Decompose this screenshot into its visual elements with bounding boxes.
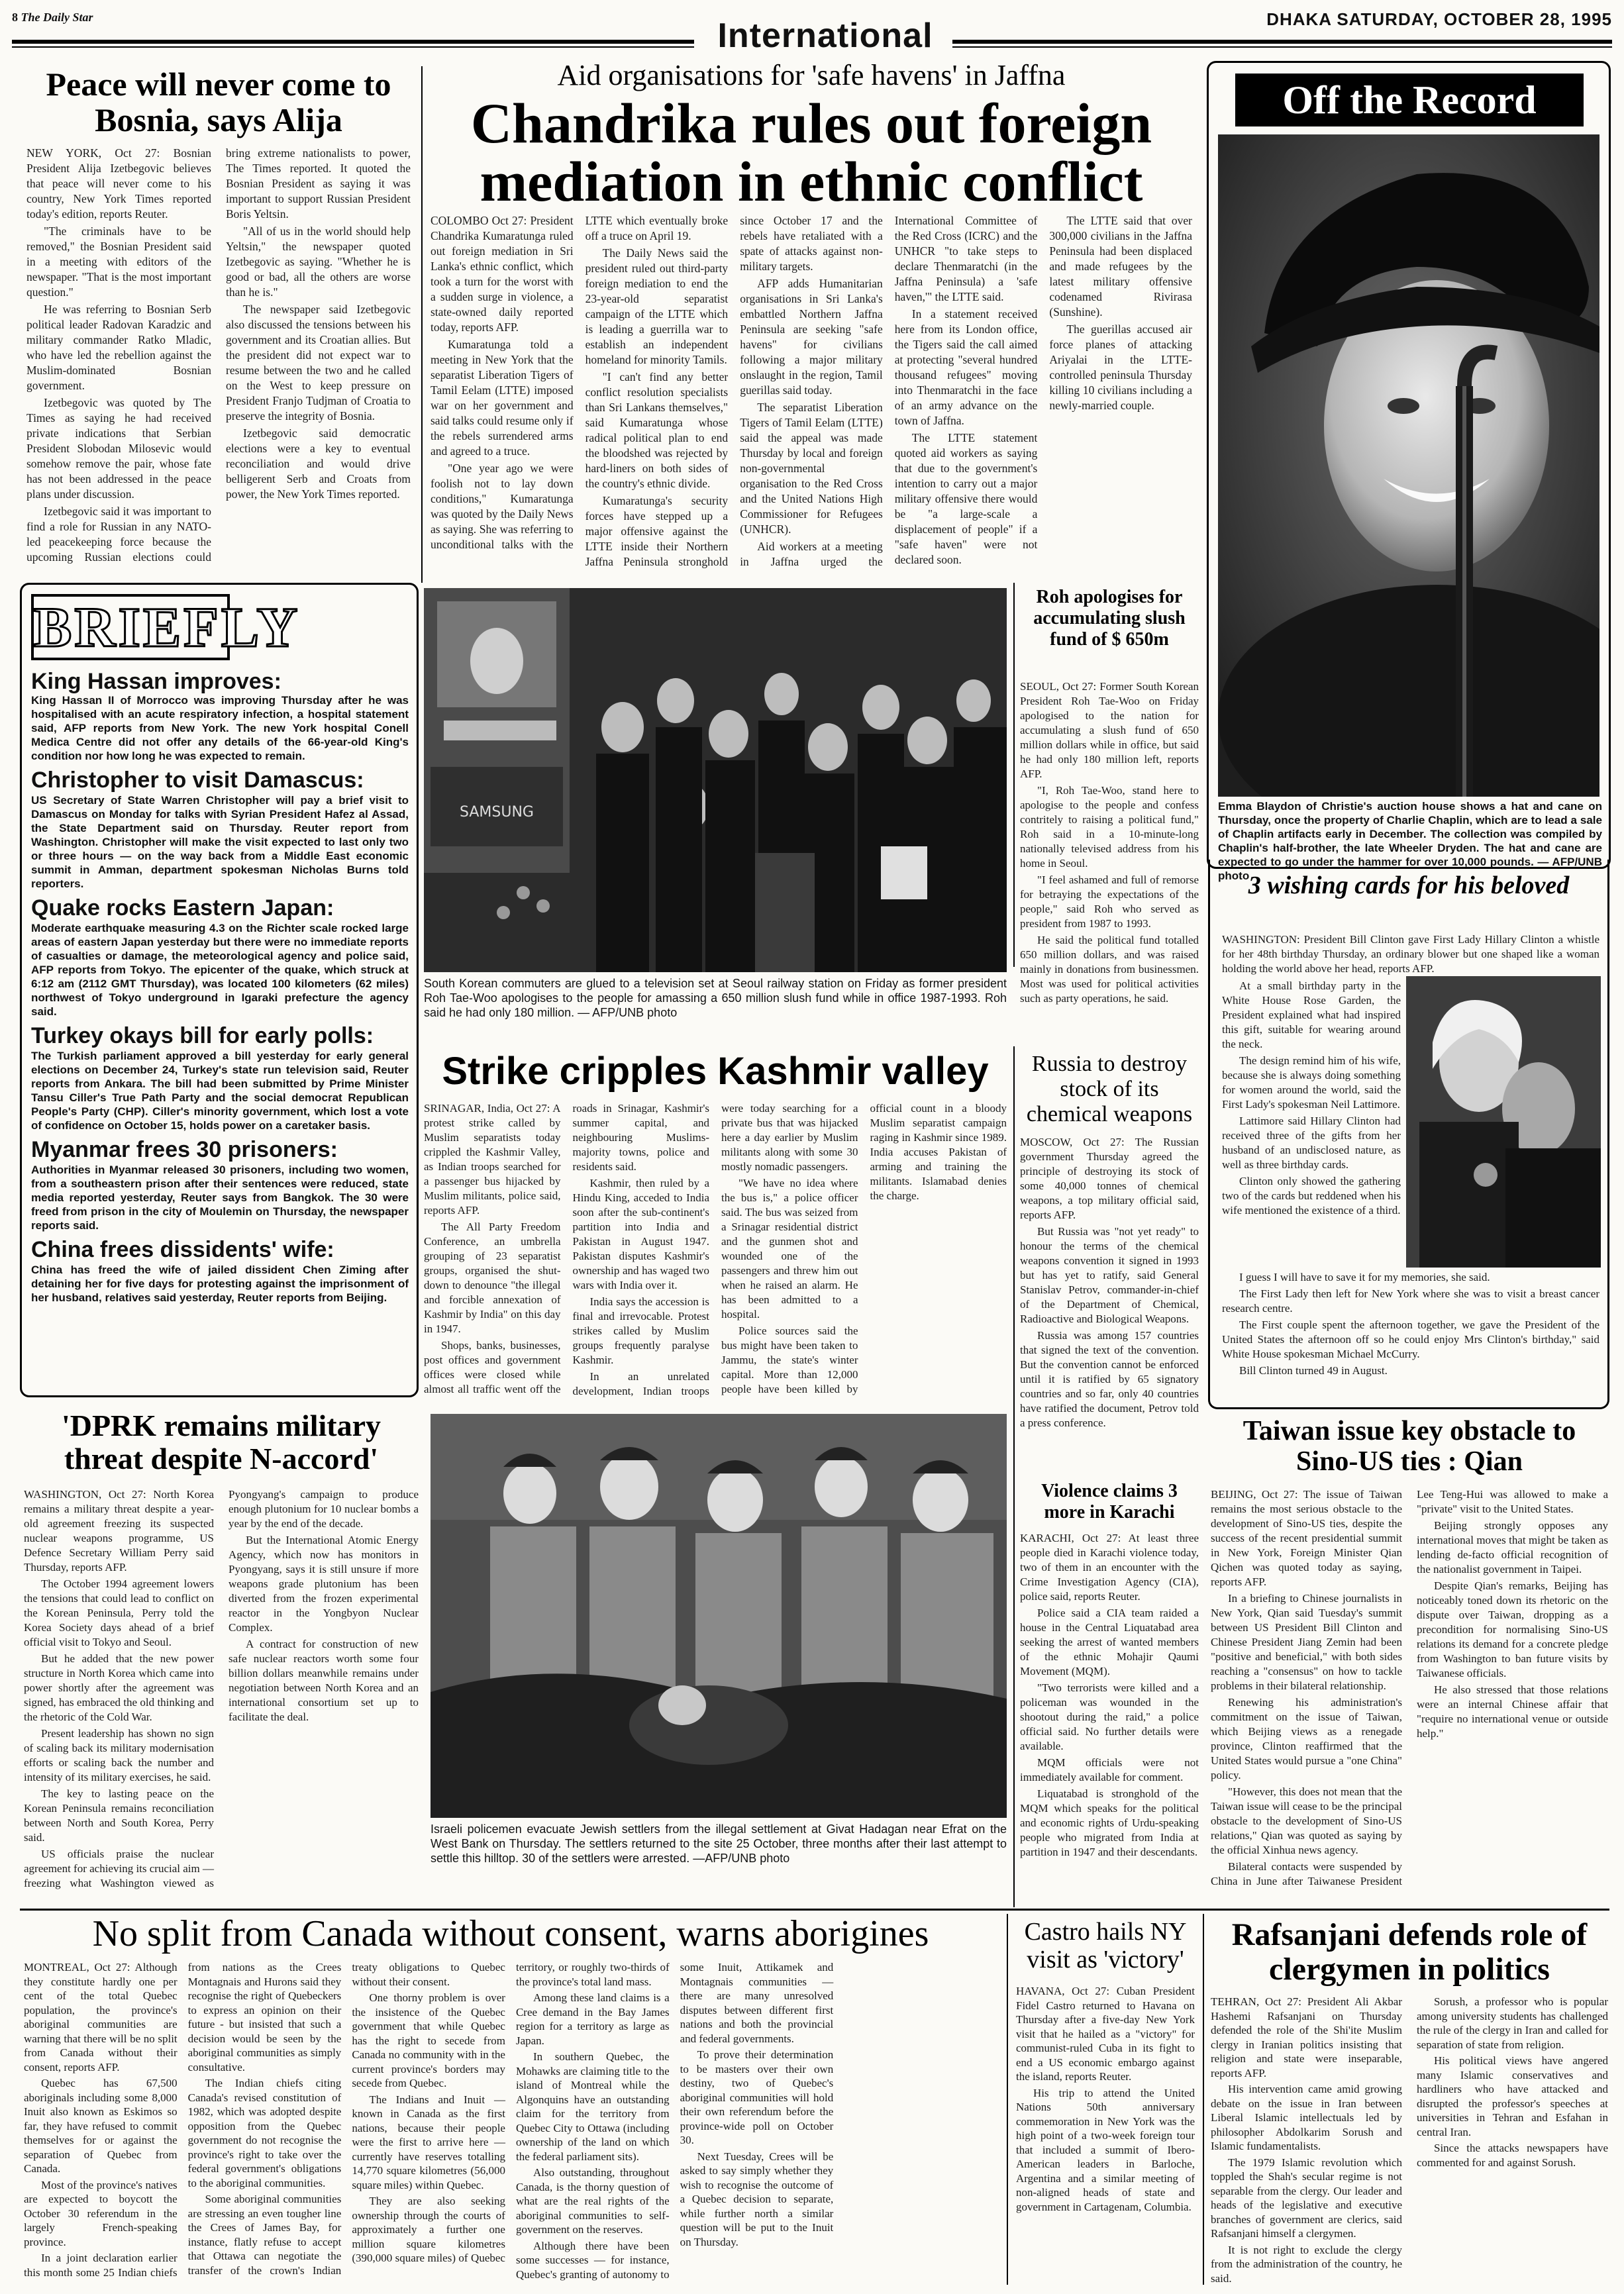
paragraph: Izetbegovic said it was important to find a role for Russian in any NATO-led peacekeeping force because the upcoming Russian elections could bring extreme nationalists to power, The Times reported. It quoted the Bosnian President as saying it was important to support Russian President Boris Yeltsin. <box>26 146 411 564</box>
paragraph: In southern Quebec, the Mohawks are claiming title to the island of Montreal while the Algonquins have an outstanding claim for the territory from Quebec City to Ottawa (including ownership of the land on which the federal parliament sits). <box>515 2050 670 2163</box>
story-body <box>1016 1984 1195 2285</box>
story-body <box>24 1487 419 1901</box>
seoul-station-photo <box>424 588 1007 972</box>
paragraph: "I can't find any better conflict resolution specialists than Sri Lankans themselves," said Kumaratunga whose radical political plan to end the bloodshed was rejected by hard-liners on both sides of the country's ethnic divide. <box>585 370 729 490</box>
briefly-items <box>31 670 409 1305</box>
masthead-rule-left-thin <box>12 46 694 48</box>
story-rafsanjani <box>1211 1918 1608 2289</box>
brief-text: US Secretary of State Warren Christopher will pay a brief visit to Damascus on Monday for talks with Syrian President Hafez al Assad, the State Department said on Thursday. Reuter report from Washington. Christopher will make the visit expected to last only two or three hours — on the way back from a Middle East economic summit in Amman, department spokesman Nicholas Burns told reporters. <box>31 794 409 890</box>
paragraph: SRINAGAR, India, Oct 27: A protest strike called by Muslim separatists today crippled the Kashmir Valley, as Indian troops searched for a passenger bus hijacked by Muslim militants, police said, reports AFP. <box>424 1102 561 1217</box>
paragraph: Beijing strongly opposes any international moves that might be taken as lending de-facto official recognition of the nationalist government in Taipei. <box>1417 1519 1608 1575</box>
paragraph: The Indians and Inuit — known in Canada as the first nations, because their people were the first to arrive here — currently have reserves totalling 14,770 square kilometres (56,000 square miles) within Quebec. <box>352 2093 505 2191</box>
story-jaffna <box>431 60 1192 576</box>
paragraph: They are also seeking ownership through the courts of approximately a further one million square kilometres (390,000 square miles) of Quebec territory, or roughly two-thirds of the province's total land mass. <box>352 1961 670 2264</box>
paragraph: But he added that the new power structure in North Korea which came into power shortly after the agreement was signed, has embraced the old thinking and the rhetoric of the Cold War. <box>24 1652 214 1723</box>
story-kashmir <box>424 1050 1007 1407</box>
brief-item <box>31 670 409 763</box>
headline: Strike cripples Kashmir valley <box>442 1050 989 1093</box>
briefly-title <box>31 594 301 660</box>
paragraph: Renewing his administration's commitment on the issue of Taiwan, which Beijing views as a renegade province, Clinton reaffirmed that the United States would pursue a "one China" policy. <box>1211 1696 1402 1781</box>
paragraph: Bilateral contacts were suspended by China in June after Taiwanese President Lee Teng-Hui was allowed to make a "private" visit to the United States. <box>1211 1488 1608 1887</box>
settlers-evacuation-photo <box>431 1414 1007 1818</box>
paragraph: Izetbegovic was quoted by The Times as saying he had received private indications that Serbian President Slobodan Milosevic would somehow remove the pair, whose fate has not been addressed in the peace plans under discussion. <box>26 396 211 501</box>
brief-text: China has freed the wife of jailed dissident Chen Ziming after detaining her for five days for protesting against the imprisonment of her husband, relatives said yesterday, Reuter reports from Beijing. <box>31 1264 409 1304</box>
story-taiwan <box>1211 1416 1608 1906</box>
section-title: International <box>717 17 933 55</box>
commuters-watching-tv-image <box>424 588 1007 972</box>
paragraph: The October 1994 agreement lowers the tensions that could lead to conflict on the Korean Peninsula, Perry told the Korea Society days ahead of a brief official visit to Tokyo and Seoul. <box>24 1577 214 1648</box>
headline: 3 wishing cards for his beloved <box>1248 872 1570 899</box>
story-roh <box>1020 587 1199 1005</box>
paragraph: Police sources said the bus might have been taken to Jammu, the state's winter capital. More than 12,000 people have been killed by official count in a bloody Muslim separatist campaign raging in Kashmir since 1989. India accuses Pakistan of arming and training the militants. Islamabad denies the charge. <box>721 1102 1007 1395</box>
paragraph: Izetbegovic said democratic elections were a key to eventual reconciliation and would drive belligerent Serb and Croats from power, the New York Times reported. <box>226 426 411 501</box>
israel-photo-block <box>431 1414 1007 1901</box>
paragraph: His trip to attend the United Nations 50th anniversary commemoration in New York was the high point of a two-week foreign tour that included a summit of Ibero-American leaders in Barloche, Argentina and a similar meeting of non-aligned heads of state and government in Cartagenam, Columbia. <box>1016 2086 1195 2213</box>
paragraph: WASHINGTON, Oct 27: North Korea remains a military threat despite a year-old agreement freezing its suspected nuclear weapons programme, US Defence Secretary William Perry said Thursday, reports AFP. <box>24 1488 214 1573</box>
brief-headline: China frees dissidents' wife: <box>31 1237 334 1262</box>
paragraph: Despite Qian's remarks, Beijing has noticeably toned down its rhetoric on the dispute over Taiwan, dropping as a precondition for normalising Sino-US relations its demand for a concrete pledge from Washington to ban future visits by Taiwanese officials. <box>1417 1579 1608 1679</box>
brief-headline: Myanmar frees 30 prisoners: <box>31 1137 338 1162</box>
paragraph: He said the political fund totalled 650 million dollars, and was raised mainly in donations from businessmen. Most was used for political activities such as party operations, he said. <box>1020 934 1199 1005</box>
headline: Violence claims 3 more in Karachi <box>1041 1481 1178 1522</box>
paragraph: The guerillas accused air force planes of attacking Ariyalai in the LTTE-controlled peninsula Thursday killing 10 civilians including a newly-married couple. <box>1049 323 1192 412</box>
paragraph: The 1979 Islamic revolution which toppled the Shah's secular regime is not separable from the clergy. Our leader and heads of the legislative and executive branches of government are clerics, said Rafsanjani himself a clergymen. <box>1211 2156 1402 2240</box>
paragraph: Also outstanding, throughout Canada, is the thorny question of what are the real rights of the aboriginal communities to self-government on the reserves. <box>515 2166 670 2236</box>
brief-headline: King Hassan improves: <box>31 669 281 694</box>
story-canada <box>24 1914 997 2285</box>
brief-item <box>31 1024 409 1132</box>
paragraph: The Indian chiefs citing Canada's revised constitution of 1982, which was adopted despite opposition from the Quebec government do not recognise the province's right to take over the federal government's obligations to the aboriginal communities. <box>187 2077 342 2189</box>
brief-text: The Turkish parliament approved a bill yesterday for early general elections on December 24, Turkey's state run television said, Reuter reports from Ankara. The bill had been submitted by Prime Minister Tansu Ciller's True Path Party and the social democrat Republican People's Party (CHP). Ciller's minority government, which lost a vote of confidence on October 15, holds power on a caretaker basis. <box>31 1050 409 1132</box>
column-rule <box>1013 583 1015 967</box>
brief-text: Authorities in Myanmar released 30 prisoners, including two women, from a southeastern prison after their sentences were reduced, state media reported yesterday, Reuter says from Bangkok. The 30 were freed from prison in the city of Moulemin on Thursday, the newspaper reports said. <box>31 1164 409 1232</box>
story-body <box>424 1101 1007 1399</box>
briefly-box <box>20 583 419 1397</box>
briefly-title-text: BRIEFLY <box>34 595 301 659</box>
paragraph: Quebec has 67,500 aboriginals including some 8,000 Inuit also known as Eskimos so far, they have refused to commit themselves for or against the separation of Quebec from Canada. <box>24 2077 178 2175</box>
headline: Russia to destroy stock of its chemical weapons <box>1026 1052 1193 1126</box>
paragraph: Bill Clinton turned 49 in August. <box>1239 1364 1388 1377</box>
story-lead <box>1222 932 1599 978</box>
paragraph: The separatist Liberation Tigers of Tamil Eelam (LTTE) said the appeal was made Thursday by local and foreign non-governmental organisation to the Red Cross and the United Nations High Commissioner for Refugees (UNHCR). <box>740 401 883 536</box>
paragraph: To prove their determination to be masters over their own destiny, two of Quebec's aboriginal communities will hold their own referendum before the province-wide poll on October 30. <box>680 2048 834 2146</box>
paragraph: MQM officials were not immediately available for comment. <box>1020 1756 1199 1783</box>
paragraph: Lattimore said Hillary Clinton had received three of the gifts from her husband of an undisclosed nature, as well as three birthday cards. <box>1222 1115 1401 1171</box>
paragraph: He was referring to Bosnian Serb political leader Radovan Karadzic and military commander Ratko Mladic, who have led the rebellion against the Muslim-dominated Bosnian government. <box>26 303 211 392</box>
paragraph: But Russia was "not yet ready" to honour the terms of the chemical weapons convention it signed in 1993 but has yet to ratify, said General Stanislav Petrov, commander-in-chief of the Department of Chemical, Radioactive and Biological Weapons. <box>1020 1225 1199 1325</box>
paragraph: The LTTE said that over 300,000 civilians in the Jaffna Peninsula had been displaced and made refugees by the latest military offensive codenamed Rivirasa (Sunshine). <box>1049 214 1192 319</box>
story-castro <box>1016 1918 1195 2289</box>
paragraph: Kashmir, then ruled by a Hindu King, acceded to India soon after the sub-continent's partition into India and Pakistan in August 1947. Pakistan disputes Kashmir's ownership and has waged two wars with India over it. <box>572 1177 709 1291</box>
column-rule <box>1203 1914 1204 2285</box>
paragraph: Kumaratunga's security forces have stepped up a major offensive against the LTTE inside their Northern Jaffna Peninsula stronghold since October 17 and the rebels have retaliated with a spate of attacks against non-military targets. <box>585 214 883 568</box>
paragraph: Although there have been some successes — for instance, Quebec's granting of autonomy to some Inuit, Attikamek and Montagnais communities — there are many unresolved disputes between different first nations and both the provincial and federal governments. <box>515 1961 834 2281</box>
masthead-rule-left <box>12 40 694 44</box>
clinton-photo <box>1406 976 1601 1268</box>
paragraph: India says the accession is final and irrevocable. Protest strikes called by Muslim groups frequently paralyse Kashmir. <box>572 1295 709 1366</box>
paragraph: The Daily News said the president ruled out third-party foreign mediation to end the 23-year-old separatist campaign of the LTTE which is leading a guerrilla war to establish an independent homeland for minority Tamils. <box>585 246 729 366</box>
story-body <box>24 1960 997 2285</box>
headline: 'DPRK remains military threat despite N-accord' <box>61 1409 381 1475</box>
bottom-section-rule <box>20 1909 1609 1911</box>
story-body <box>1020 1135 1199 1466</box>
paragraph: BEIJING, Oct 27: The issue of Taiwan remains the most serious obstacle to the development of Sino-US ties, despite the success of the recent presidential summit in New York, Foreign Minister Qian Qichen was quoted today as saying, reports AFP. <box>1211 1488 1402 1588</box>
woman-with-hat-image <box>1218 134 1599 797</box>
paragraph: MONTREAL, Oct 27: Although they constitute hardly one per cent of the total Quebec population, the province's aboriginal communities are warning that there will be no split from Canada without their consent, reports AFP. <box>24 1961 178 2073</box>
brief-text: Moderate earthquake measuring 4.3 on the Richter scale rocked large areas of eastern Japan yesterday but there were no immediate reports of casualties or damage, the meteorological agency and police said, AFP reports from Tokyo. The epicenter of the quake, which struck at 6:12 am (2112 GMT Thursday), was located 100 kilometers (62 miles) northwest of Tokyo underground in Igaraki prefecture the agency said. <box>31 922 409 1018</box>
paragraph: The First Lady then left for New York where she was to visit a breast cancer research centre. <box>1222 1287 1599 1315</box>
photo-caption: Israeli policemen evacuate Jewish settlers from the illegal settlement at Givat Hadagan near Efrat on the West Bank on Thursday. The settlers returned to the site 25 October, three months after their last attempt to settle this hilltop. 30 of the settlers were arrested. —AFP/UNB photo <box>431 1822 1007 1865</box>
paragraph: Some aboriginal communities are stressing an even tougher line the Crees of James Bay, for instance, flatly refuse to accept that Ottawa can negotiate the transfer of the crown's Indian treaty obligations to Quebec without their consent. <box>187 1961 505 2277</box>
masthead-rule-right-thin <box>952 46 1612 48</box>
paragraph: Next Tuesday, Crees will be asked to say simply whether they wish to recognise the outcome of a Quebec decision to separate, while further north a similar question will be put to the Inuit on Thursday. <box>680 2150 834 2248</box>
paragraph: NEW YORK, Oct 27: Bosnian President Alija Izetbegovic believes that peace will never come to his country, New York Times reported today's edition, reports Reuter. <box>26 146 211 221</box>
paragraph: "All of us in the world should help Yeltsin," the newspaper quoted Izetbegovic as saying. "Whether he is good or bad, all the others are worse than he is." <box>226 224 411 299</box>
paragraph: The First couple spent the afternoon together, we gave the President of the United States the afternoon off so he could enjoy Mrs Clinton's birthday," said White House spokesman Michael McCurry. <box>1222 1319 1599 1360</box>
paragraph: Liquatabad is stronghold of the MQM which speaks for the political and economic rights of Urdu-speaking people who migrated from India at partition in 1947 and their descendants. <box>1020 1787 1199 1858</box>
paragraph: "Two terrorists were killed and a policeman was wounded in the shootout during the raid," a police official said. No further details were available. <box>1020 1681 1199 1752</box>
svg-text:SAMSUNG: SAMSUNG <box>460 804 534 821</box>
headline: Rafsanjani defends role of clergymen in politics <box>1231 1917 1588 1987</box>
story-body-wide <box>1222 1270 1599 1380</box>
headline: Chandrika rules out foreign mediation in ethnic conflict <box>470 91 1152 213</box>
paragraph: Among these land claims is a Cree demand in the Bay James region for a territory as large as Japan. <box>515 1991 670 2047</box>
headline: Peace will never come to Bosnia, says Alija <box>46 66 391 138</box>
paragraph: Police said a CIA team raided a house in the Central Liquatabad area seeking the arrest of wanted members of the ethnic Mohajir Qaumi Movement (MQM). <box>1020 1607 1199 1677</box>
wishing-cards-box <box>1208 860 1609 1409</box>
paragraph: At a small birthday party in the White House Rose Garden, the President explained what had inspired this gift, suitable for wearing around the neck. <box>1222 979 1401 1050</box>
paragraph: His intervention came amid growing debate on the issue in Iran between Liberal Islamic intellectuals led by philosopher Abdolkarim Sorush and Islamic fundamentalists. <box>1211 2083 1402 2152</box>
paragraph: "I, Roh Tae-Woo, stand here to apologise to the people and confess contritely to raising a political fund," Roh said in a 10-minute-long nationally televised address from his home in Seoul. <box>1020 784 1199 870</box>
paragraph: He also stressed that those relations were an internal Chinese affair that "require no international venue or outside help." <box>1417 1683 1608 1740</box>
story-karachi <box>1020 1481 1199 1905</box>
paragraph: MOSCOW, Oct 27: The Russian government Thursday agreed the principle of destroying its stock of some 40,000 tonnes of chemical weapons, a top military official said, reports AFP. <box>1020 1136 1199 1221</box>
story-body <box>1020 679 1199 1005</box>
paragraph: It is not right to exclude the clergy from the administration of the country, he said. <box>1211 2243 1402 2285</box>
paragraph: Most of the province's natives are expected to boycott the October 30 referendum in the largely French-speaking province. <box>24 2178 178 2248</box>
brief-headline: Christopher to visit Damascus: <box>31 768 364 793</box>
kicker: Aid organisations for 'safe havens' in Jaffna <box>557 59 1066 91</box>
photo-caption: Emma Blaydon of Christie's auction house shows a hat and cane on Thursday, once the property of Charlie Chaplin, which are to lead a sale of Chaplin artifacts early in December. The collection was compiled by Chaplin's half-brother, the late Wheeler Dryden. The hat and cane are expected to go under the hammer for over 10,000 pounds. — AFP/UNB photo <box>1218 800 1602 882</box>
story-dprk <box>24 1409 419 1906</box>
brief-item <box>31 896 409 1019</box>
paragraph: Clinton only showed the gathering two of the cards but reddened when his wife mentioned the existence of a third. <box>1222 1175 1401 1217</box>
paragraph: The key to lasting peace on the Korean Peninsula remains reconciliation between North and South Korea, Perry said. <box>24 1787 214 1844</box>
column-rule <box>421 66 423 583</box>
story-body <box>26 146 411 576</box>
off-the-record-title: Off the Record <box>1235 74 1584 126</box>
brief-text: King Hassan II of Morrocco was improving Thursday after he was hospitalised with an acute respiratory infection, a hospital statement said, AFP reports from New York. The new York hospital Conell Medica Centre did not offer any details of the 66-year-old King's condition nor how long he was expected to remain. <box>31 694 409 762</box>
paragraph: "We have no idea where the bus is," a police officer said. The bus was seized from a Srinagar residential district and the gunmen shot and wounded one of the passengers and threw him out when he raised an alarm. He has been admitted to a hospital. <box>721 1177 858 1321</box>
paragraph: In a briefing to Chinese journalists in New York, Qian said Tuesday's summit between US President Bill Clinton and Chinese President Jiang Zemin had been "positive and beneficial," with both sides reaching a "consensus" on how to tackle problems in their bilateral relationship. <box>1211 1592 1402 1692</box>
paragraph: SEOUL, Oct 27: Former South Korean President Roh Tae-Woo on Friday apologised to the nation for accumulating a slush fund of 650 million dollars while in office, but said he had only 180 million left, reports AFP. <box>1020 680 1199 780</box>
paragraph: US officials praise the nuclear agreement for achieving its crucial aim — freezing what Washington viewed as Pyongyang's campaign to produce enough plutonium for 10 nuclear bombs a year by the end of the decade. <box>24 1488 419 1889</box>
story-russia <box>1020 1052 1199 1475</box>
masthead <box>12 7 1612 53</box>
paragraph: "However, this does not mean that the Taiwan issue will cease to be the principal obstacle to the development of Sino-US relations," Qian was quoted as saying by the official Xinhua news agency. <box>1211 1785 1402 1856</box>
paragraph: Present leadership has shown no sign of scaling back its military modernisation efforts or scaling back the number and intensity of its military exercises, he said. <box>24 1727 214 1783</box>
photo-caption: South Korean commuters are glued to a television set at Seoul railway station on Friday as former president Roh Tae-Woo apologises to the people for amassing a 650 million slush fund while in office 1987-1993. Roh said he had only 180 million. — AFP/UNB photo <box>424 977 1007 1019</box>
paragraph: TEHRAN, Oct 27: President Ali Akbar Hashemi Rafsanjani on Thursday defended the role of the Shi'ite Muslim clergy in Iranian politics insisting that religion and state were inseparable, reports AFP. <box>1211 1995 1402 2079</box>
paragraph: In a joint declaration earlier this month some 25 Indian chiefs from nations as the Crees Montagnais and Hurons said they recognise the right of Quebeckers to express an opinion on their future - but insisted that such a decision would be seen by the aboriginal communities as simply consultative. <box>24 1961 342 2279</box>
story-body <box>1211 1995 1608 2286</box>
brief-headline: Turkey okays bill for early polls: <box>31 1023 374 1048</box>
column-rule <box>1013 1046 1015 1907</box>
paragraph: The LTTE statement quoted aid workers as saying that due to the government's intention to carry out a major military offensive there would be "a large-scale a displacement of people" if a "safe haven" were not declared soon. <box>894 431 1038 566</box>
brief-item <box>31 1238 409 1305</box>
headline: Taiwan issue key obstacle to Sino-US ties : Qian <box>1243 1416 1576 1477</box>
paragraph: The design remind him of his wife, because she is always doing something for women around the world, said the First Lady's spokesman Neil Lattimore. <box>1222 1054 1401 1111</box>
brief-item <box>31 1138 409 1232</box>
paragraph: One thorny problem is over the insistence of the Quebec government that while Quebec has the right to secede from Canada no community with in the current province's borders may secede from Quebec. <box>352 1991 505 2089</box>
story-body <box>1211 1487 1608 1901</box>
chaplin-hat-photo <box>1218 134 1599 797</box>
brief-item <box>31 768 409 891</box>
seoul-photo-block <box>424 588 1007 1045</box>
paragraph: WASHINGTON: President Bill Clinton gave First Lady Hillary Clinton a whistle for her 48th birthday Thursday, an ordinary blower but one shaped like a woman holding the world above her head, reports AFP. <box>1222 933 1599 975</box>
paragraph: "I feel ashamed and full of remorse for betraying the expectations of the people," said Roh who served as president from 1987 to 1993. <box>1020 873 1199 930</box>
policemen-evacuating-settlers-image <box>431 1414 1007 1818</box>
masthead-rule-right <box>952 40 1612 44</box>
paragraph: His political views have angered many Islamic conservatives and hardliners who have attacked and disrupted the professor's speeches at universities in Tehran and Esfahan in central Iran. <box>1417 2054 1608 2138</box>
headline: No split from Canada without consent, warns aborigines <box>92 1913 929 1954</box>
story-body <box>431 213 1192 571</box>
paragraph: COLOMBO Oct 27: President Chandrika Kumaratunga ruled out foreign mediation in Sri Lanka's ethnic conflict, which took a turn for the worst with a sudden surge in violence, a state-owned daily reported today, reports AFP. <box>431 214 574 334</box>
paragraph: But the International Atomic Energy Agency, which now has monitors in Pyongyang, says it is still unsure if more weapons grade plutonium has been diverted from the frozen experimental reactor in the Yongbyon Nuclear Complex. <box>228 1534 419 1634</box>
paragraph: Russia was among 157 countries that signed the text of the convention. But the convention cannot be enforced until it is ratified by 65 signatory countries and so far, only 40 countries have ratified the document, Petrov told a press conference. <box>1020 1329 1199 1429</box>
headline: Castro hails NY visit as 'victory' <box>1024 1918 1187 1973</box>
dateline: DHAKA SATURDAY, OCTOBER 28, 1995 <box>1266 9 1612 29</box>
paragraph: AFP adds Humanitarian organisations in Sri Lanka's embattled Northern Jaffna Peninsula are seeking "safe havens" for civilians following a major military onslaught in the region, Tamil guerillas said today. <box>740 277 883 397</box>
paragraph: Shops, banks, businesses, post offices and government offices were closed while almost all traffic went off the roads in Srinagar, Kashmir's summer capital, and neighbouring Muslims-majority towns, police and residents said. <box>424 1102 709 1395</box>
paragraph: HAVANA, Oct 27: Cuban President Fidel Castro returned to Havana on Thursday after a five-day New York visit that he hailed as a "victory" for communist-ruled Cuba in its fight to end a US economic embargo against the island, reports Reuter. <box>1016 1985 1195 2083</box>
paragraph: Kumaratunga told a meeting in New York that the separatist Liberation Tigers of Tamil Eelam (LTTE) imposed war on her government and said talks could resume only if the rebels surrendered arms and agreed to a truce. <box>431 338 574 458</box>
off-the-record-box <box>1207 61 1611 882</box>
paragraph: A contract for construction of new safe nuclear reactors worth some four billion dollars meanwhile remains under negotiation between North Korea and an international consortium set up to facilitate the deal. <box>228 1638 419 1723</box>
page-number-and-paper: 8 The Daily Star <box>12 11 93 24</box>
column-rule <box>1007 1914 1008 2285</box>
paragraph: In a statement received here from its London office, the Tigers said the call aimed at protecting "several hundred thousand refugees" moving into Thenmaratchi in the face of an army advance on the town of Jaffna. <box>894 307 1038 427</box>
paragraph: In an unrelated development, Indian troops were today searching for a private bus that was hijacked here a day earlier by Muslim militants along with some 30 mostly nomadic passengers. <box>572 1102 858 1397</box>
story-body <box>1020 1531 1199 1902</box>
clintons-image <box>1406 976 1601 1268</box>
brief-headline: Quake rocks Eastern Japan: <box>31 895 334 921</box>
paragraph: "The criminals have to be removed," the Bosnian President said in a meeting with editors of the newspaper. "That is the most important question." <box>26 224 211 299</box>
paragraph: KARACHI, Oct 27: At least three people died in Karachi violence today, two of them in an encounter with the Crime Investigation Agency (CIA), police said, reports Reuter. <box>1020 1532 1199 1603</box>
paragraph: The All Party Freedom Conference, an umbrella grouping of 23 separatist groups, organised the shut-down to denounce "the illegal and forcible annexation of Kashmir by India" on this day in 1947. <box>424 1221 561 1335</box>
paragraph: I guess I will have to save it for my memories, she said. <box>1239 1271 1490 1283</box>
story-bosnia <box>26 66 411 576</box>
headline: Roh apologises for accumulating slush fund of $ 650m <box>1033 587 1186 650</box>
paragraph: Aid workers at a meeting in Jaffna urged the International Committee of the Red Cross (ICRC) and the UNHCR "to take steps to declare Thenmaratchi (in the Jaffna Peninsula) a 'safe haven,'" the LTTE said. <box>740 214 1038 568</box>
paragraph: "One year ago we were foolish not to lay down conditions," Kumaratunga was quoted by the Daily News as saying. She was referring to unconditional talks with the LTTE which eventually broke off a truce on April 19. <box>431 214 729 551</box>
paragraph: Since the attacks newspapers have commented for and against Sorush. <box>1417 2142 1608 2169</box>
paragraph: Sorush, a professor who is popular among university students has challenged the rule of the clergy in Iran and called for separation of state from religion. <box>1417 1995 1608 2051</box>
paragraph: The newspaper said Izetbegovic also discussed the tensions between his government and its Croatian allies. But the president did not expect war to resume between the two and he called on the West to keep pressure on President Franjo Tudjman of Croatia to preserve the integrity of Bosnia. <box>226 303 411 423</box>
